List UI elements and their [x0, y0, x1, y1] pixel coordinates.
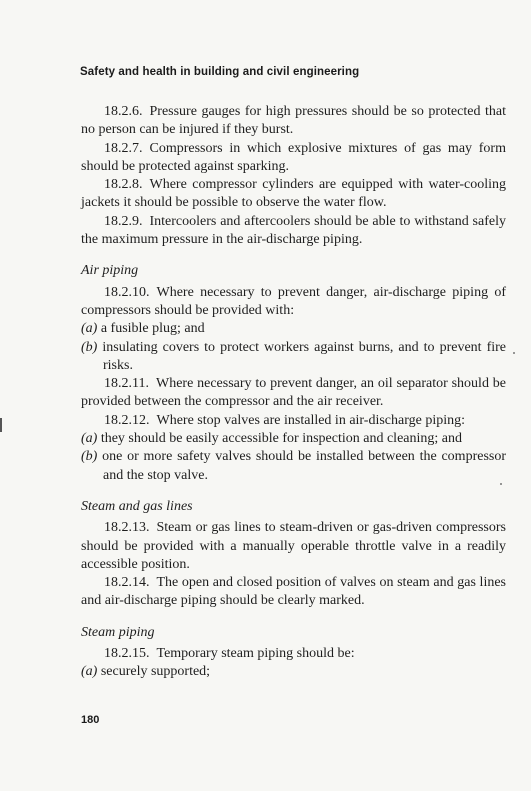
scan-speck [500, 483, 502, 485]
list-item-text: they should be easily accessible for inspection and cleaning; and [100, 431, 462, 447]
numbered-paragraph [81, 412, 506, 430]
list-item [81, 448, 506, 485]
numbered-paragraph [81, 140, 506, 177]
paragraph-text: The open and closed position of valves on steam and gas lines and air-discharge piping should be clearly marked. [81, 575, 506, 609]
paragraph-text: Temporary steam piping should be: [156, 646, 355, 662]
numbered-paragraph [81, 284, 506, 321]
paragraph-number: 18.2.13. [104, 520, 150, 536]
paragraph-number: 18.2.11. [104, 376, 149, 392]
paragraph-number: 18.2.6. [104, 104, 143, 119]
paragraph-text: Where necessary to prevent danger, air-discharge piping of compressors should be provided with: [81, 284, 506, 318]
list-item [81, 320, 506, 338]
list-item-label: (a) [81, 321, 98, 337]
paragraph-text: Steam or gas lines to steam-driven or gas-driven compressors should be provided with a manually operable throttle valve in a readily accessible position. [81, 520, 506, 572]
paragraph-number: 18.2.12. [104, 412, 150, 428]
section-heading: Air piping [81, 263, 139, 279]
list-item-label: (b) [81, 449, 98, 465]
list-item-label: (b) [81, 339, 98, 355]
list-item [81, 430, 506, 448]
numbered-paragraph [81, 574, 506, 611]
paragraph-number: 18.2.8. [104, 177, 143, 193]
paragraph-number: 18.2.14. [104, 575, 150, 591]
numbered-paragraph [81, 375, 506, 412]
paragraph-text: Where compressor cylinders are equipped with water-cooling jackets it should be possible to observe the water flow. [81, 177, 506, 211]
paragraph-number: 18.2.10. [104, 284, 150, 300]
list-item-text: securely supported; [100, 664, 211, 680]
list-item [81, 663, 506, 681]
list-item-text: a fusible plug; and [100, 321, 205, 337]
list-item-label: (a) [81, 431, 98, 447]
paragraph-text: Pressure gauges for high pressures should be so protected that no person can be injured if they burst. [81, 104, 506, 138]
numbered-paragraph [81, 645, 506, 663]
margin-tick-mark [0, 418, 2, 432]
running-head: Safety and health in building and civil engineering [80, 66, 360, 78]
paragraph-text: Compressors in which explosive mixtures of gas may form should be protected against sparking. [81, 140, 506, 174]
list-item-text: insulating covers to protect workers against burns, and to prevent fire risks. [102, 339, 507, 373]
numbered-paragraph [81, 176, 506, 213]
section-heading: Steam and gas lines [81, 498, 193, 514]
list-item [81, 339, 506, 376]
scan-speck [513, 352, 515, 354]
paragraph-text: Where necessary to prevent danger, an oil separator should be provided between the compressor and the air receiver. [81, 376, 506, 410]
numbered-paragraph [81, 103, 506, 140]
body-text [81, 103, 506, 682]
paragraph-text: Where stop valves are installed in air-discharge piping: [156, 412, 466, 428]
section-heading: Steam piping [81, 624, 155, 640]
list-item-label: (a) [81, 664, 98, 680]
numbered-paragraph [81, 519, 506, 574]
list-item-text: one or more safety valves should be installed between the compressor and the stop valve. [102, 449, 506, 483]
paragraph-text: Intercoolers and aftercoolers should be able to withstand safely the maximum pressure in the air-discharge piping. [81, 213, 506, 248]
paragraph-number: 18.2.7. [104, 140, 143, 156]
paragraph-number: 18.2.9. [104, 213, 143, 229]
numbered-paragraph [81, 213, 506, 250]
page-number: 180 [81, 714, 100, 726]
paragraph-number: 18.2.15. [104, 646, 150, 662]
